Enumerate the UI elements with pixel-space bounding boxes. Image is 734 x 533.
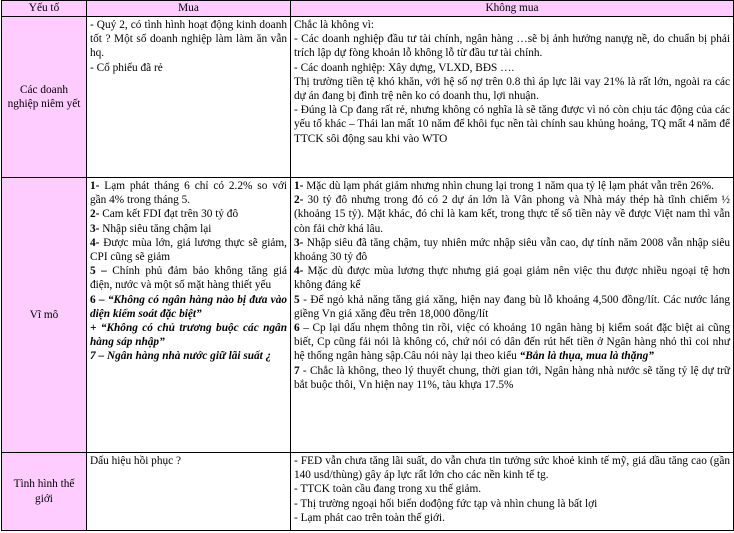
item-number: 3- (294, 236, 304, 249)
item-number: 1- (90, 180, 100, 192)
item-text: - Để ngỏ khả năng tăng giá xăng, hiện nay đang bù lỗ khoảng 4,500 đồng/lít. Các nước láng giềng Vn giá xăng đều trên 18,000 đồng/lít (294, 293, 730, 320)
row-label: Các doanh nghiệp niêm yết (2, 17, 87, 178)
header-buy: Mua (87, 1, 291, 17)
item-number: 5 (294, 293, 300, 306)
buy-cell (87, 178, 291, 453)
item-number: 6 (294, 322, 300, 335)
row-label: Tình hình thế giới (2, 453, 87, 531)
header-row (2, 1, 734, 17)
item-number: 2- (294, 194, 304, 207)
text-line (294, 293, 730, 321)
text-line: - Các doanh nghiệp: Xây dựng, VLXD, BĐS …. (294, 61, 515, 74)
item-number: 2- (90, 208, 100, 221)
item-number: 4- (294, 265, 304, 278)
text-line (294, 264, 730, 292)
item-number: 1- (294, 180, 304, 192)
item-text: Cam kết FDI đạt trên 30 tỷ đô (99, 208, 239, 221)
item-emphasis: “Bắn là thụa, mua là thặng” (519, 350, 654, 363)
item-text: Chính phủ đảm bảo không tăng giá điện, nước và một số mặt hàng thiết yếu (90, 265, 287, 292)
text-line (90, 264, 287, 292)
text-line: Chắc là không vì: (294, 19, 375, 31)
text-line: - Lạm phát cao trên toàn thế giới. (294, 511, 445, 524)
item-number: 7 (294, 364, 300, 377)
no-buy-cell (291, 453, 734, 531)
item-emphasis: “Không có ngân hàng nào bị đưa vào diện kiểm soát đặc biệt” (90, 293, 287, 320)
item-text: Được mùa lớn, giá lương thực sẽ giảm, CPI cũng sẽ giảm (90, 236, 287, 264)
table-row (2, 17, 734, 178)
text-line (90, 222, 287, 236)
text-line: - Các doanh nghiệp đầu tư tài chính, ngân hàng …sẽ bị ảnh hưởng nanựg nề, do chuẩn bị phải trích lập dự fòng khoản lỗ không lỗ từ đầu tư tài chính. (294, 33, 730, 60)
text-line: - Cổ phiếu đã rẻ (90, 61, 163, 74)
no-buy-cell (291, 17, 734, 178)
item-emphasis: + “Không có chủ trương buộc các ngân hàng sáp nhập” (90, 322, 287, 349)
item-number: 4- (90, 236, 100, 249)
text-line (294, 236, 730, 264)
item-emphasis: 7 – Ngân hàng nhà nước giữ lãi suất ¿ (90, 350, 272, 363)
text-line: Thị trường tiền tệ khó khăn, với hệ số nợ trên 0.8 thì áp lực lãi vay 21% là rất lớn, ngoài ra các dự án đang bị đình trệ nên ko có doanh thu, lợi nhuận. (294, 75, 730, 103)
header-no-buy: Không mua (291, 1, 734, 17)
row-label: Vĩ mô (2, 178, 87, 453)
text-line (294, 364, 730, 392)
buy-cell (87, 17, 291, 178)
text-line: Dấu hiệu hồi phục ? (90, 455, 181, 467)
item-text: Mặc dù được mùa lương thực nhưng giá goại giảm nên việc thu được nhiều ngoại tệ hơn không đáng kể (294, 265, 730, 292)
item-text: – Cp lại dấu nhẹm thông tin rồi, việc có khoảng 10 ngân hàng bị kiểm soát đặc biệt ai cũng biết, Cp cũng fải nói là không có, chứ nói có dân đến rút hết tiền ở Ngân hàng nhỏ thì coi như hệ thống ngân hàng sập.Câu nói này lại theo kiểu (294, 322, 730, 363)
text-line (90, 293, 287, 321)
text-line: - Đúng là Cp đang rất rẻ, nhưng không có nghĩa là sẽ tăng được vì nó còn chịu tác động của các yếu tố khác – Thái lan mất 10 năm để khôi fục nền tài chính sau khủng hoảng, TQ mất 4 năm để TTCK sôi động sau khi vào WTO (294, 104, 730, 145)
buy-cell (87, 453, 291, 531)
text-line (90, 179, 287, 207)
text-line: - Quý 2, có tình hình hoạt động kinh doanh tốt ? Một số doanh nghiệp làm làm ăn vẫn hq. (90, 19, 287, 60)
item-number: 5 – (90, 265, 107, 278)
text-line (294, 321, 730, 364)
item-text: 30 tỷ đô nhưng trong đó có 2 dự án lớn là Vân phong và Nhà máy thép hà tĩnh chiếm ½ (khoảng 15 tỷ). Mặt khác, đó chỉ là kam kết, trong thực tế số tiền này về được Việt nam thì vẫn còn fải chờ khá lâu. (294, 194, 730, 235)
table-row (2, 453, 734, 531)
text-line: - Thị trường ngoại hối biến dođộng fức tạp và nhìn chung là bất lợi (294, 497, 598, 510)
text-line (90, 207, 287, 221)
table-row (2, 178, 734, 453)
text-line (294, 193, 730, 236)
item-text: Mặc dù lạm phát giảm nhưng nhìn chung lại trong 1 năm qua tỷ lệ lạm phát vẫn trên 26%. (303, 180, 714, 192)
header-factor: Yếu tố (2, 1, 87, 17)
item-text: Nhập siêu đã tăng chậm, tuy nhiên mức nhập siêu vẫn cao, dự tính năm 2008 vẫn nhập siêu khoảng 30 tỷ đô (294, 236, 730, 264)
item-number: 3- (90, 222, 100, 235)
text-line (294, 179, 730, 193)
text-line (90, 236, 287, 264)
text-line: - TTCK toàn cầu đang trong xu thế giảm. (294, 483, 482, 496)
text-line (90, 321, 287, 349)
item-number: 6 – (90, 293, 105, 306)
item-text: Nhập siêu tăng chậm lại (99, 222, 212, 235)
text-line: - FED vẫn chưa tăng lãi suất, do vẫn chưa tin tưởng sức khoẻ kinh tế mỹ, giá dầu tăng cao (gần 140 usd/thùng) gây áp lực rất lớn cho các nền kinh tế tg. (294, 455, 730, 482)
no-buy-cell (291, 178, 734, 453)
comparison-table (1, 0, 734, 531)
text-line (90, 349, 287, 363)
item-text: Lạm phát tháng 6 chỉ có 2.2% so với gần 4% trong tháng 5. (90, 180, 287, 207)
item-text: - Chắc là không, theo lý thuyết chung, thời gian tới, Ngân hàng nhà nước sẽ tăng tỷ lệ dự trữ bắt buộc thôi, Vn hiện nay 11%, tàu khựa 17.5% (294, 364, 730, 391)
